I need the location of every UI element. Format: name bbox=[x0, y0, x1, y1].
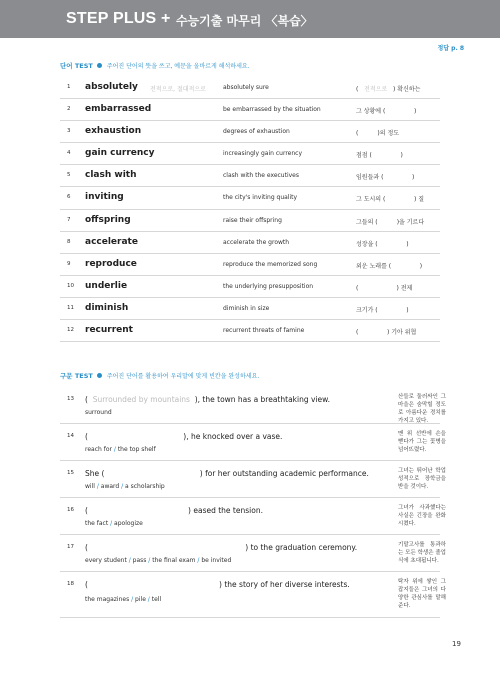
korean-translation: 기말고사를 통과하는 모든 학생은 졸업식에 초대됩니다. bbox=[398, 542, 446, 564]
vocab-row bbox=[60, 121, 440, 143]
given-words bbox=[85, 520, 143, 527]
vocab-example-phrase: clash with the executives bbox=[223, 172, 300, 180]
composition-row bbox=[60, 498, 446, 535]
vocab-word: accelerate bbox=[85, 236, 138, 247]
vocab-word: inviting bbox=[85, 192, 124, 203]
vocab-example-phrase: degrees of exhaustion bbox=[223, 128, 290, 136]
word-separator: / bbox=[129, 596, 136, 603]
vocab-example-phrase: absolutely sure bbox=[223, 84, 269, 91]
vocab-row bbox=[60, 276, 440, 298]
korean-translation: 그녀는 뛰어난 학업 성적으로 장학금을 받을 것이다. bbox=[398, 468, 446, 490]
given-word: the magazines bbox=[85, 596, 130, 603]
vocab-korean-blank[interactable]: 임원들과 ( ) bbox=[356, 174, 415, 182]
vocab-row bbox=[60, 99, 440, 121]
vocab-word: reproduce bbox=[85, 258, 137, 269]
vocab-meaning-blank[interactable]: 전적으로, 절대적으로 bbox=[150, 86, 206, 93]
word-separator: / bbox=[145, 596, 152, 603]
vocab-section-label: 단어 TEST bbox=[60, 62, 93, 70]
composition-row bbox=[60, 424, 446, 461]
vocab-korean-blank[interactable]: ( 전적으로 ) 확신하는 bbox=[356, 86, 421, 93]
page-header bbox=[0, 0, 500, 38]
vocab-section-heading bbox=[60, 61, 250, 70]
vocab-korean-blank[interactable]: 그 상황에 ( ) bbox=[356, 108, 417, 116]
vocab-korean-blank[interactable]: 성장을 ( ) bbox=[356, 240, 409, 248]
korean-translation: 맨 위 선반에 손을 뻗다가 그는 꽃병을 넘어뜨렸다. bbox=[398, 431, 446, 453]
brand-title: STEP PLUS + bbox=[66, 10, 171, 27]
page-number: 19 bbox=[452, 640, 461, 648]
given-words bbox=[85, 483, 165, 490]
sentence-blank[interactable]: ( ), he knocked over a vase. bbox=[85, 432, 283, 441]
given-word: every student bbox=[85, 557, 127, 564]
composition-table bbox=[60, 387, 446, 618]
composition-row bbox=[60, 572, 446, 618]
given-word: the top shelf bbox=[117, 446, 156, 453]
given-words bbox=[85, 557, 231, 564]
vocab-word: exhaustion bbox=[85, 126, 142, 137]
vocab-korean-blank[interactable]: ( ) 기아 위협 bbox=[356, 329, 417, 337]
vocab-word: embarrassed bbox=[85, 104, 152, 115]
vocab-row bbox=[60, 187, 440, 209]
sentence-blank[interactable]: ( Surrounded by mountains ), the town has a breathtaking view. bbox=[85, 395, 330, 404]
item-number: 16 bbox=[67, 507, 74, 513]
vocab-word: clash with bbox=[85, 170, 137, 181]
vocab-korean-blank[interactable]: 크기가 ( ) bbox=[356, 306, 409, 314]
vocab-example-phrase: recurrent threats of famine bbox=[223, 327, 305, 335]
item-number: 5 bbox=[67, 172, 71, 179]
vocab-example-phrase: the underlying presupposition bbox=[223, 282, 314, 290]
word-separator: / bbox=[119, 483, 126, 490]
item-number: 18 bbox=[67, 581, 74, 587]
item-number: 2 bbox=[67, 106, 71, 113]
vocab-row bbox=[60, 143, 440, 165]
sentence-blank[interactable]: She ( ) for her outstanding academic performance. bbox=[85, 469, 369, 478]
vocab-row bbox=[60, 298, 440, 320]
item-number: 11 bbox=[67, 304, 74, 311]
given-word: tell bbox=[151, 596, 162, 603]
item-number: 1 bbox=[67, 84, 71, 90]
word-separator: / bbox=[195, 557, 202, 564]
korean-translation: 탁자 위에 쌓인 그 잡지들은 그녀의 다양한 관심사를 말해준다. bbox=[398, 579, 446, 609]
item-number: 8 bbox=[67, 238, 71, 245]
vocab-example-phrase: accelerate the growth bbox=[223, 238, 290, 246]
given-word: award bbox=[100, 483, 120, 490]
item-number: 9 bbox=[67, 260, 71, 267]
given-word: surround bbox=[85, 409, 112, 416]
vocab-korean-blank[interactable]: 점점 ( ) bbox=[356, 152, 403, 160]
given-word: will bbox=[85, 483, 95, 490]
vocab-korean-blank[interactable]: 그들의 ( )을 기르다 bbox=[356, 218, 425, 226]
vocab-word: offspring bbox=[85, 214, 131, 225]
given-word: pass bbox=[132, 557, 147, 564]
bullet-dot-icon bbox=[97, 373, 102, 378]
given-words bbox=[85, 596, 161, 603]
vocab-row bbox=[60, 165, 440, 187]
word-separator: / bbox=[126, 557, 133, 564]
comp-section-heading bbox=[60, 371, 259, 380]
vocab-row bbox=[60, 77, 440, 99]
item-number: 3 bbox=[67, 128, 71, 135]
item-number: 15 bbox=[67, 470, 74, 476]
item-number: 14 bbox=[67, 433, 74, 439]
given-word: a scholarship bbox=[125, 483, 165, 490]
given-words bbox=[85, 409, 112, 416]
item-number: 13 bbox=[67, 396, 74, 402]
vocab-korean-blank[interactable]: 그 도시의 ( ) 질 bbox=[356, 196, 424, 204]
vocab-row bbox=[60, 210, 440, 232]
vocab-word: gain currency bbox=[85, 148, 155, 159]
given-word: pile bbox=[135, 596, 146, 603]
korean-translation: 산들로 둘러싸인 그 마을은 숨막힐 정도로 아름다운 경치를 가지고 있다. bbox=[398, 394, 446, 424]
item-number: 12 bbox=[67, 327, 74, 334]
sentence-blank[interactable]: ( ) eased the tension. bbox=[85, 506, 263, 515]
given-word: the fact bbox=[85, 520, 109, 527]
comp-section-label: 구문 TEST bbox=[60, 372, 93, 380]
answer-reference: 정답 p. 8 bbox=[437, 45, 464, 52]
page-title: 수능기출 마무리 〈복습〉 bbox=[176, 14, 313, 28]
given-word: be invited bbox=[201, 557, 232, 564]
composition-row bbox=[60, 535, 446, 572]
vocab-word: absolutely bbox=[85, 82, 138, 92]
korean-translation: 그녀가 사과했다는 사실은 긴장을 완화시켰다. bbox=[398, 505, 446, 527]
vocab-word: underlie bbox=[85, 280, 128, 291]
vocab-row bbox=[60, 320, 440, 342]
word-separator: / bbox=[108, 520, 115, 527]
given-word: reach for bbox=[85, 446, 112, 453]
word-separator: / bbox=[146, 557, 153, 564]
vocab-example-phrase: reproduce the memorized song bbox=[223, 260, 318, 268]
vocab-korean-blank[interactable]: ( ) 전제 bbox=[356, 284, 413, 292]
vocab-example-phrase: the city's inviting quality bbox=[223, 194, 298, 202]
given-word: apologize bbox=[114, 520, 143, 527]
vocab-korean-blank[interactable]: ( )의 정도 bbox=[356, 130, 400, 138]
item-number: 7 bbox=[67, 216, 71, 223]
item-number: 10 bbox=[67, 282, 74, 289]
comp-section-instruction: 주어진 단어를 활용하여 우리말에 맞게 빈칸을 완성하세요. bbox=[106, 373, 260, 380]
word-separator: / bbox=[94, 483, 101, 490]
item-number: 4 bbox=[67, 150, 71, 157]
vocab-korean-blank[interactable]: 외운 노래를 ( ) bbox=[356, 262, 423, 270]
vocab-table bbox=[60, 77, 440, 342]
vocab-example-phrase: diminish in size bbox=[223, 304, 270, 312]
composition-row bbox=[60, 387, 446, 424]
vocab-example-phrase: raise their offspring bbox=[223, 216, 282, 224]
sentence-blank[interactable]: ( ) to the graduation ceremony. bbox=[85, 543, 358, 552]
given-word: the final exam bbox=[152, 557, 196, 564]
word-separator: / bbox=[111, 446, 118, 453]
item-number: 6 bbox=[67, 194, 71, 201]
composition-row bbox=[60, 461, 446, 498]
vocab-word: recurrent bbox=[85, 325, 133, 336]
vocab-word: diminish bbox=[85, 302, 129, 313]
item-number: 17 bbox=[67, 544, 74, 550]
vocab-row bbox=[60, 232, 440, 254]
vocab-row bbox=[60, 254, 440, 276]
given-words bbox=[85, 446, 156, 453]
vocab-example-phrase: be embarrassed by the situation bbox=[223, 106, 321, 114]
vocab-example-phrase: increasingly gain currency bbox=[223, 150, 303, 158]
bullet-dot-icon bbox=[97, 63, 102, 68]
sentence-blank[interactable]: ( ) the story of her diverse interests. bbox=[85, 580, 350, 589]
vocab-section-instruction: 주어진 단어의 뜻을 쓰고, 예문을 올바르게 해석하세요. bbox=[106, 63, 250, 70]
